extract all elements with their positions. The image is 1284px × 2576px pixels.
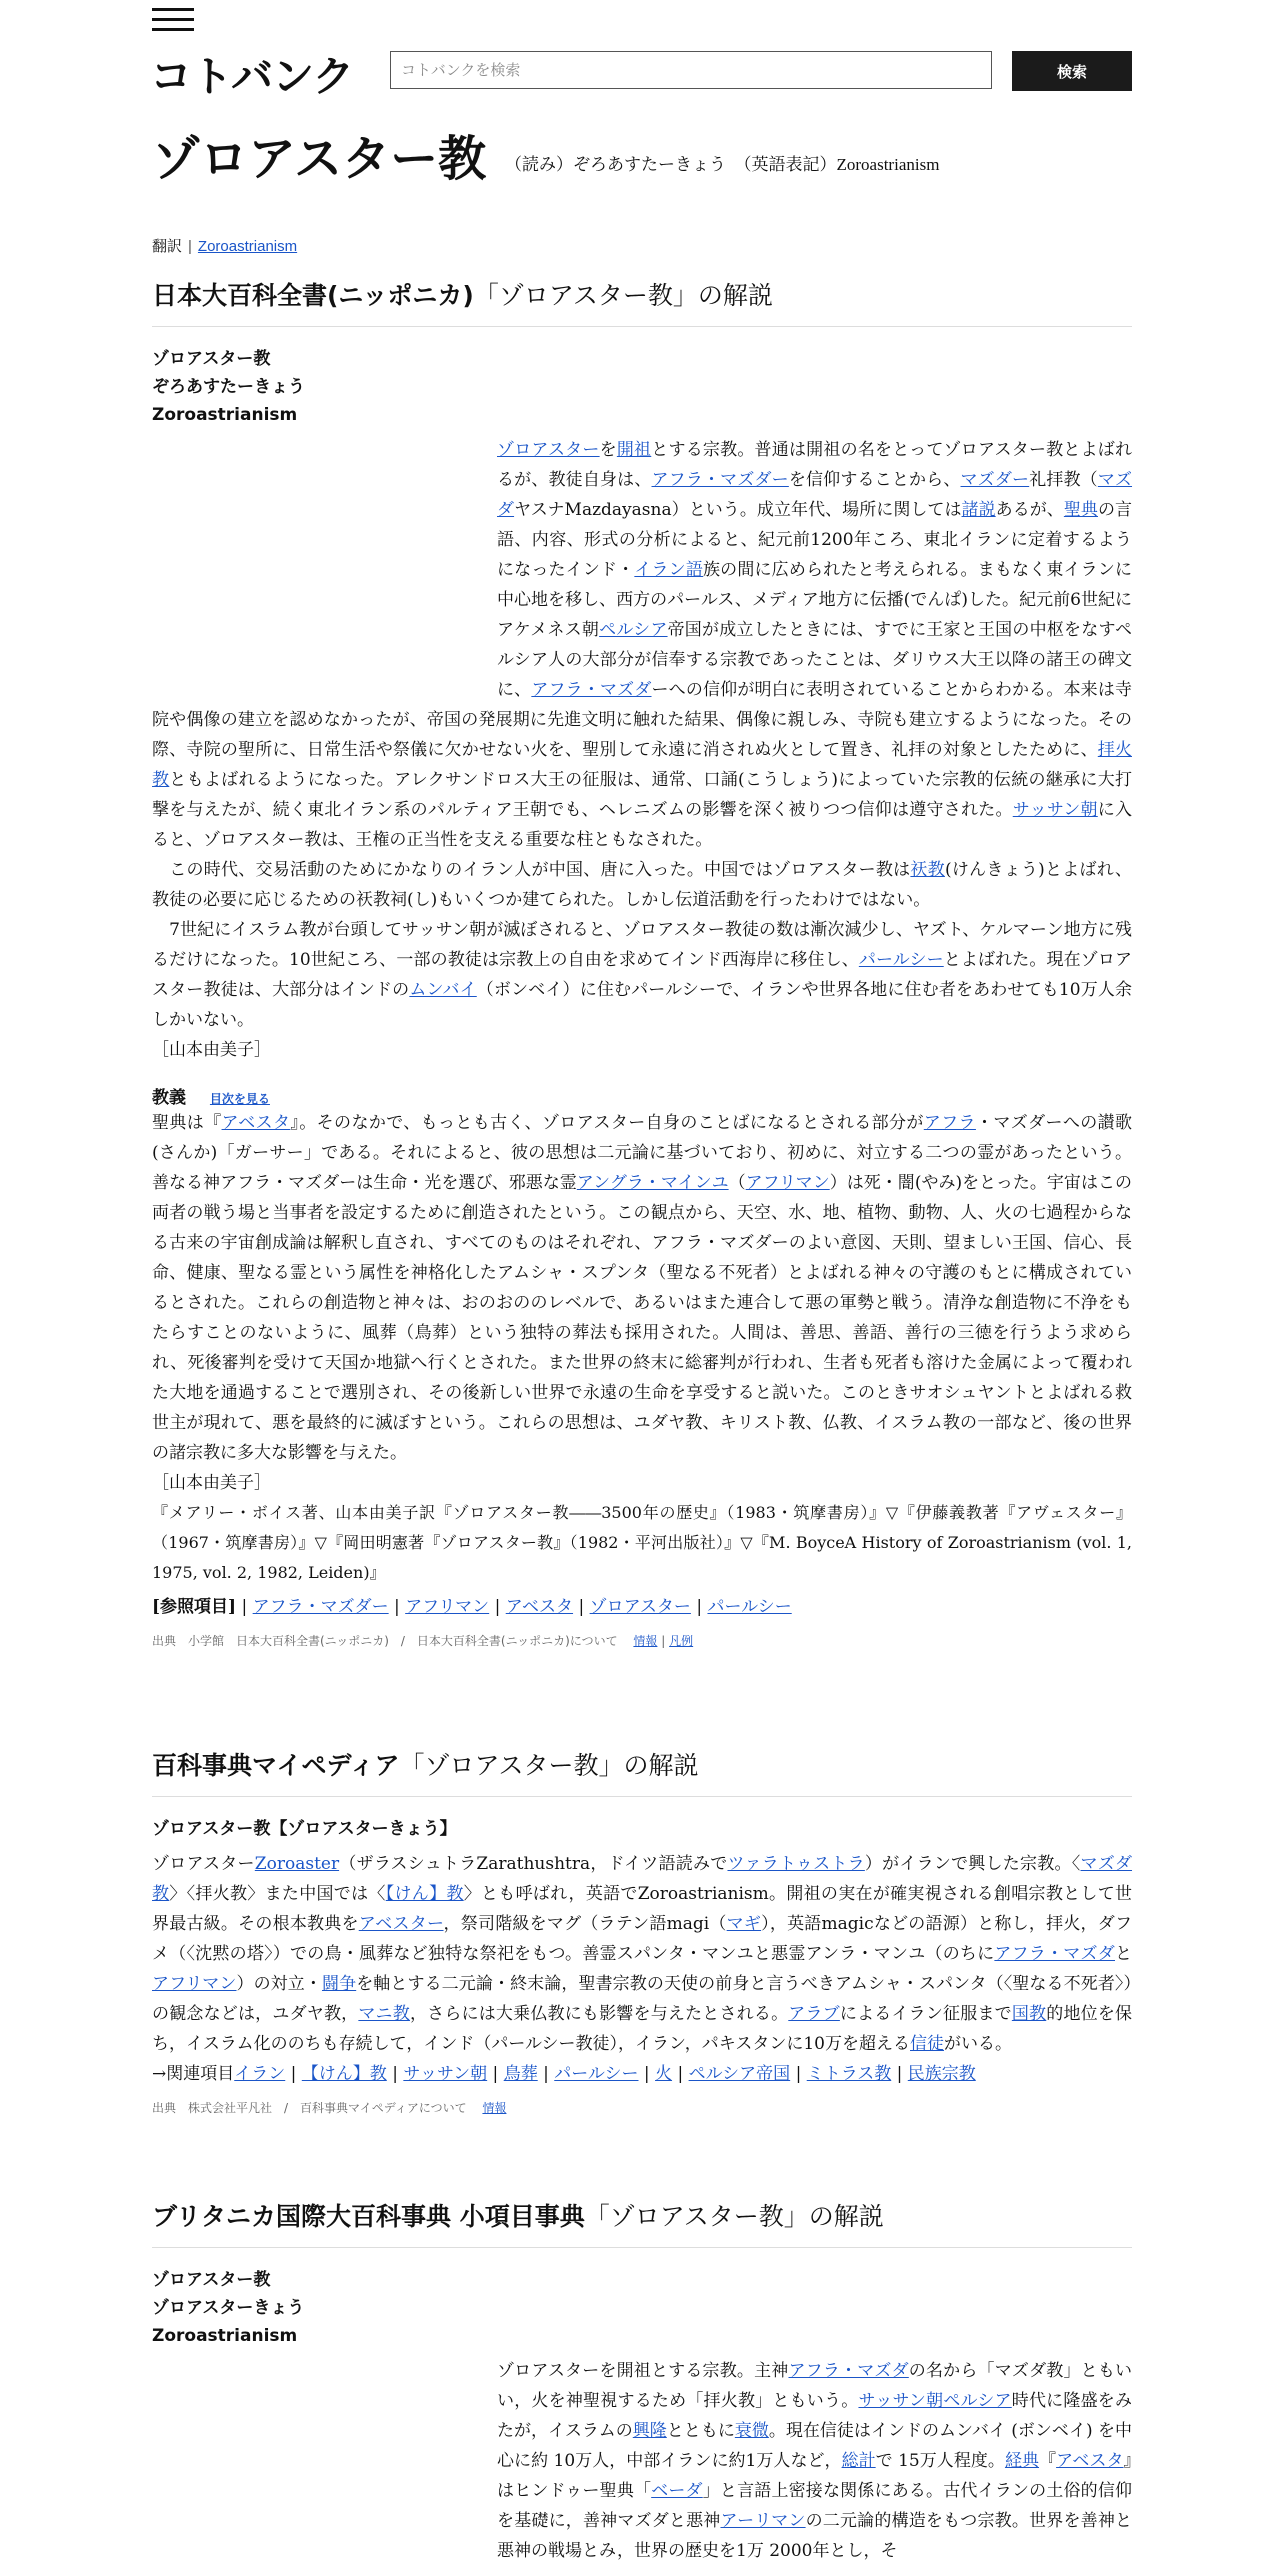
headword-reading: ぞろあすたーきょう — [152, 377, 305, 397]
related-link[interactable]: ゾロアスター — [589, 1597, 691, 1617]
inline-link[interactable]: イラン語 — [634, 560, 704, 580]
doctrine-heading: 教義 — [152, 1088, 186, 1108]
text-run: とする宗教。普通は開祖の名をとってゾロアスター教とよばれるが、教徒自身は、 — [497, 440, 1133, 490]
list-separator: | — [672, 2064, 689, 2084]
text-run: ，さらには大乗仏教にも影響を与えたとされる。 — [409, 2004, 789, 2024]
text-run: ーへの信仰が明白に表明されていることからわかる。本来は寺院や偶像の建立を認めなかったが、帝国の発展期に先進文明に触れた結果、偶像に親しみ、寺院も建立するようになった。その際、寺院の聖所に、日常生活や祭儀に欠かせない火を、聖別して永遠に消されぬ火として置き、礼拝の対象としたために、 — [152, 680, 1133, 760]
translation-link[interactable]: Zoroastrianism — [197, 238, 298, 255]
translation-row: 翻訳 | Zoroastrianism — [152, 238, 298, 255]
text-run: ）は死・闇(やみ)をとった。宇宙はこの両者の戦う場と当事者を設定するために創造されたという。この観点から、天空、水、地、植物、動物、人、火の七過程からなる古来の宇宙創成論は解釈し直され、すべてのものはそれぞれ、アフラ・マズダーのよい意図、天則、望ましい王国、信心、長命、健康、聖なる霊という属性を神格化したアムシャ・スプンタ（聖なる不死者）とよばれる神々の守護のもとに構成されているとされた。これらの創造物と神々は、おのおののレベルで、あるいはまた連合して悪の軍勢と戦う。清浄な創造物に不浄をもたらすことのないように、風葬（鳥葬）という独特の葬法も採用された。人間は、善思、善語、善行の三徳を行うよう求められ、死後審判を受けて天国か地獄へ行くとされた。また世界の終末に総審判が行われ、生者も死者も溶けた金属によって覆われた大地を通過することで選別され、その後新しい世界で永遠の生命を享受すると説いた。このときサオシュヤントとよばれる救世主が現れて、悪を最終的に滅ぼすという。これらの思想は、ユダヤ教、キリスト教、仏教、イスラム教の一部など、後の世界の諸宗教に多大な影響を与えた。 — [152, 1173, 1132, 1463]
text-run: とともに — [666, 2421, 735, 2441]
paragraph — [152, 1849, 1132, 2059]
text-run: ・マズダーへの讃歌(さんか)「ガーサー」である。それによると、彼の思想は二元論に基づいており、初めに、対立する二つの霊があったという。善なる神アフラ・マズダーは生命・光を選び、邪悪な霊 — [152, 1113, 1133, 1193]
inline-link[interactable]: 諸説 — [961, 500, 996, 520]
text-run: とよばれた。現在ゾロアスター教徒は、大部分はインドの — [152, 950, 1132, 1000]
source-line — [152, 2099, 1132, 2116]
related-label: →関連項目 — [152, 2064, 235, 2084]
list-separator: | — [386, 2064, 404, 2084]
see-also-label: [参照項目] — [152, 1597, 237, 1617]
page-title: ゾロアスター教 — [152, 131, 487, 187]
inline-link[interactable]: 闘争 — [321, 1974, 357, 1994]
inline-link[interactable]: アベスター — [358, 1914, 444, 1934]
text-run: ゾロアスター — [152, 1854, 255, 1874]
related-link[interactable]: アフリマン — [405, 1597, 490, 1617]
inline-link[interactable]: アフラ・マズダ — [994, 1944, 1115, 1964]
text-run: ）がイランで興した宗教。〈 — [864, 1854, 1081, 1874]
text-run: あるが、 — [995, 500, 1064, 520]
related-link[interactable]: イラン — [234, 2064, 286, 2084]
related-link[interactable]: サッサン朝 — [403, 2064, 488, 2084]
related-link[interactable]: ミトラス教 — [806, 2064, 892, 2084]
related-link[interactable]: アベスタ — [505, 1597, 574, 1617]
inline-link[interactable]: 祆教 — [910, 860, 945, 880]
inline-link[interactable]: アベスタ — [221, 1113, 291, 1133]
text-run: ヤスナMazdayasna）という。成立年代、場所に関しては — [514, 500, 962, 520]
related-list — [234, 2064, 976, 2084]
inline-link[interactable]: ムンバイ — [409, 980, 477, 1000]
inline-link[interactable]: アングラ・マインユ — [576, 1173, 729, 1193]
list-separator: | — [285, 2064, 302, 2084]
text-run: の言語、内容、形式の分析によると、紀元前1200年ころ、東北イランに定着するようになったインド・ — [497, 500, 1133, 580]
source-separator: | — [661, 1634, 666, 1648]
text-run: ，祭司階級をマグ（ラテン語magi（ — [443, 1914, 727, 1934]
list-separator: | — [489, 1597, 506, 1617]
paragraph — [152, 915, 1132, 1035]
text-run: 的地位を保ち，イスラム化ののちも存続して，インド（パールシー教徒），イラン，パキスタンに10万を超える — [152, 2004, 1133, 2054]
text-run: 時代に隆盛をみたが，イスラムの — [497, 2391, 1133, 2441]
inline-link[interactable]: 総計 — [841, 2451, 876, 2471]
text-run: がいる。 — [944, 2034, 1012, 2054]
list-separator: | — [573, 1597, 590, 1617]
related-link[interactable]: 鳥葬 — [503, 2064, 538, 2084]
heading-rest: 「ゾロアスター教」の解説 — [473, 281, 773, 310]
related-link[interactable]: アフラ・マズダー — [252, 1597, 389, 1617]
inline-link[interactable]: 開祖 — [616, 440, 652, 460]
section-heading — [152, 1746, 1132, 1797]
related-link[interactable]: ペルシア帝国 — [688, 2064, 791, 2084]
inline-link[interactable]: 経典 — [1004, 2451, 1040, 2471]
menu-icon[interactable] — [152, 8, 194, 32]
list-separator: | — [388, 1597, 406, 1617]
source-example-link[interactable]: 凡例 — [669, 1634, 694, 1648]
image-placeholder — [152, 435, 497, 705]
text-run: 聖典は『 — [152, 1113, 222, 1133]
source-line — [152, 1632, 1132, 1649]
title-reading: （読み）ぞろあすたーきょう （英語表記）Zoroastrianism — [505, 155, 940, 174]
text-run: 7世紀にイスラム教が台頭してサッサン朝が滅ぼされると、ゾロアスター教徒の数は漸次減少し、ヤズト、ケルマーン地方に残るだけになった。10世紀ころ、一部の教徒は宗教上の自由を求めてインド西海岸に移住し、 — [152, 920, 1132, 970]
paragraph — [152, 855, 1132, 915]
inline-link[interactable]: ペルシア — [599, 620, 668, 640]
text-run: 帝国が成立したときには、すでに王家と王国の中枢をなすペルシア人の大部分が信奉する宗教であったことは、ダリウス大王以降の諸王の碑文に、 — [497, 620, 1132, 700]
text-run: に入ると、ゾロアスター教は、王権の正当性を支える重要な柱ともなされた。 — [152, 800, 1133, 850]
text-run: で 15万人程度。 — [875, 2451, 1005, 2471]
inline-link[interactable]: アベスタ — [1056, 2451, 1124, 2471]
text-run: 『 — [1039, 2451, 1057, 2471]
section-mypedia — [152, 1746, 1132, 2116]
section-nipponica — [152, 276, 1132, 1649]
text-run: 〉とも呼ばれ，英語でZoroastrianism。開祖の実在が確実視される創唱宗教として世界最古級。その根本教典を — [152, 1884, 1133, 1934]
inline-link[interactable]: サッサン朝ペルシア — [858, 2391, 1012, 2411]
inline-link[interactable]: パールシー — [858, 950, 944, 970]
headword: ゾロアスター教【ゾロアスターきょう】 — [152, 1819, 457, 1839]
headword: ゾロアスター教 — [152, 349, 271, 369]
source-info-link[interactable]: 情報 — [633, 1634, 658, 1648]
inline-link[interactable]: アフリマン — [152, 1974, 237, 1994]
inline-link[interactable]: アフラ・マズダ — [531, 680, 652, 700]
inline-link[interactable]: マズダー — [960, 470, 1030, 490]
text-run: （ — [728, 1173, 746, 1193]
section-heading — [152, 276, 1132, 327]
text-run: ともよばれるようになった。アレクサンドロス大王の征服は、通常、口誦(こうしょう)によっていた宗教的伝統の継承に大打撃を与えたが、続く東北イラン系のパルティア王朝でも、ヘレニズムの影響を深く被りつつ信仰は遵守された。 — [152, 770, 1132, 820]
heading-book: 日本大百科全書(ニッポニカ) — [152, 281, 474, 310]
inline-link[interactable]: アフリマン — [745, 1173, 830, 1193]
author: ［山本由美子］ — [152, 1040, 271, 1060]
text-run: によるイラン征服まで — [839, 2004, 1012, 2024]
text-run: ゾロアスターを開祖とする宗教。主神 — [497, 2361, 789, 2381]
image-placeholder — [152, 2356, 497, 2576]
inline-link[interactable]: ツァラトゥストラ — [727, 1854, 865, 1874]
text-run: (けんきょう)とよばれ、教徒の必要に応じるための祆教祠(し)もいくつか建てられた。しかし伝道活動を行ったわけではない。 — [152, 860, 1132, 910]
search-button[interactable]: 検索 — [1012, 51, 1132, 91]
related-link[interactable]: パールシー — [707, 1597, 792, 1617]
headword-english: Zoroastrianism — [152, 2326, 298, 2346]
list-separator: | — [638, 2064, 656, 2084]
paragraph — [152, 1108, 1132, 1468]
text-run: 」と言語上密接な関係にある。古代イランの土俗的信仰を基礎に，善神マズダと悪神 — [497, 2481, 1133, 2531]
inline-link[interactable]: 国教 — [1011, 2004, 1047, 2024]
text-run: ）の対立・ — [236, 1974, 322, 1994]
inline-link[interactable]: ベーダ — [651, 2481, 703, 2501]
inline-link[interactable]: マズダ — [497, 470, 1133, 520]
headword: ゾロアスター教 — [152, 2270, 271, 2290]
inline-link[interactable]: アフラ・マズダー — [651, 470, 789, 490]
text-run: と — [1115, 1944, 1132, 1964]
text-run: 』。そのなかで、もっとも古く、ゾロアスター自身のことばになるとされる部分が — [290, 1113, 924, 1133]
inline-link[interactable]: 興隆 — [632, 2421, 667, 2441]
related-link[interactable]: 民族宗教 — [907, 2064, 976, 2084]
inline-link[interactable]: 拝火教 — [152, 740, 1132, 790]
text-run: を信仰することから、 — [788, 470, 961, 490]
heading-book: 百科事典マイペディア — [152, 1751, 400, 1780]
text-run: この時代、交易活動のためにかなりのイラン人が中国、唐に入った。中国ではゾロアスター教は — [152, 860, 911, 880]
inline-link[interactable]: アフラ・マズダ — [788, 2361, 909, 2381]
text-run: （ボンベイ）に住むパールシーで、イランや世界各地に住む者をあわせても10万人余しかいない。 — [152, 980, 1133, 1030]
source-text: 出典 株式会社平凡社 / 百科事典マイペディアについて — [152, 2101, 467, 2115]
source-text: 出典 小学館 日本大百科全書(ニッポニカ) / 日本大百科全書(ニッポニカ)について — [152, 1634, 618, 1648]
text-run: 族の間に広められたと考えられる。まもなく東イランに中心地を移し、西方のパールス、メディア地方に伝播(でんぱ)した。紀元前6世紀にアケメネス朝 — [497, 560, 1133, 640]
section-heading — [152, 2197, 1132, 2248]
toc-link[interactable]: 目次を見る — [209, 1092, 270, 1106]
see-also-list — [242, 1597, 792, 1617]
text-run: を — [599, 440, 617, 460]
related-items — [152, 2059, 1132, 2089]
text-run: ），英語magicなどの語源）と称し，拝火，ダフメ（〈沈黙の塔〉）での鳥・風葬など独特な祭祀をもつ。善霊スパンタ・マンユと悪霊アンラ・マンユ（のちに — [152, 1914, 1133, 1964]
inline-link[interactable]: 【けん】教 — [385, 1884, 464, 1904]
inline-link[interactable]: Zoroaster — [254, 1854, 340, 1874]
list-separator: | — [537, 2064, 555, 2084]
text-run: 。現在信徒はインドのムンバイ (ボンベイ) を中心に約 10万人，中部イランに約1万人など， — [497, 2421, 1133, 2471]
heading-rest: 「ゾロアスター教」の解説 — [399, 1751, 699, 1780]
inline-link[interactable]: マズダ教 — [152, 1854, 1133, 1904]
translation-label: 翻訳 — [152, 238, 183, 255]
inline-link[interactable]: マニ教 — [358, 2004, 410, 2024]
list-separator: | — [690, 1597, 708, 1617]
related-link[interactable]: 火 — [655, 2064, 673, 2084]
search-input[interactable] — [390, 51, 992, 89]
text-run: （ザラスシュトラZarathushtra，ドイツ語読みで — [339, 1854, 728, 1874]
text-run: 』はヒンドゥー聖典「 — [497, 2451, 1133, 2501]
inline-link[interactable]: 聖典 — [1063, 500, 1098, 520]
headword-english: Zoroastrianism — [152, 405, 298, 425]
list-separator: | — [241, 1597, 253, 1617]
inline-link[interactable]: サッサン朝 — [1012, 800, 1098, 820]
inline-link[interactable]: マギ — [726, 1914, 762, 1934]
text-run: 〉〈拝火教〉また中国では〈 — [169, 1884, 386, 1904]
heading-book: ブリタニカ国際大百科事典 小項目事典 — [152, 2202, 585, 2231]
list-separator: | — [790, 2064, 807, 2084]
inline-link[interactable]: アラブ — [788, 2004, 840, 2024]
references: 『メアリー・ボイス著、山本由美子訳『ゾロアスター教――3500年の歴史』（1983・筑摩書房）』▽『伊藤義教著『アヴェスター』（1967・筑摩書房）』▽『岡田明憲著『ゾロアスター教』（1982・平河出版社）』▽『M. BoyceA History of Zoroastrianism (vol. 1, 1975, vol. 2, 1982, Leiden)』 — [152, 1503, 1132, 1582]
text-run: を軸とする二元論・終末論，聖書宗教の天使の前身と言うべきアムシャ・スパンタ（〈聖なる不死者〉）の観念などは，ユダヤ教， — [152, 1974, 1133, 2024]
headword-reading: ゾロアスターきょう — [152, 2298, 305, 2318]
inline-link[interactable]: ゾロアスター — [497, 440, 600, 460]
text-run: の名から「マズダ教」ともいい，火を神聖視するため「拝火教」ともいう。 — [497, 2361, 1133, 2411]
section-britannica — [152, 2197, 1132, 2576]
related-link[interactable]: パールシー — [554, 2064, 639, 2084]
heading-rest: 「ゾロアスター教」の解説 — [584, 2202, 884, 2231]
inline-link[interactable]: 衰微 — [734, 2421, 769, 2441]
site-logo[interactable]: コトバンク — [150, 52, 354, 101]
author: ［山本由美子］ — [152, 1473, 271, 1493]
list-separator: | — [891, 2064, 908, 2084]
inline-link[interactable]: アーリマン — [720, 2511, 806, 2531]
related-link[interactable]: 【けん】教 — [301, 2064, 387, 2084]
text-run: 礼拝教（ — [1029, 470, 1098, 490]
inline-link[interactable]: アフラ — [923, 1113, 976, 1133]
source-info-link[interactable]: 情報 — [482, 2101, 507, 2115]
see-also — [152, 1592, 1132, 1622]
inline-link[interactable]: 信徒 — [910, 2034, 944, 2054]
list-separator: | — [487, 2064, 504, 2084]
text-run: の二元論的構造をもつ宗教。世界を善神と悪神の戦場とみ，世界の歴史を1万 2000年とし，そ — [497, 2511, 1133, 2561]
